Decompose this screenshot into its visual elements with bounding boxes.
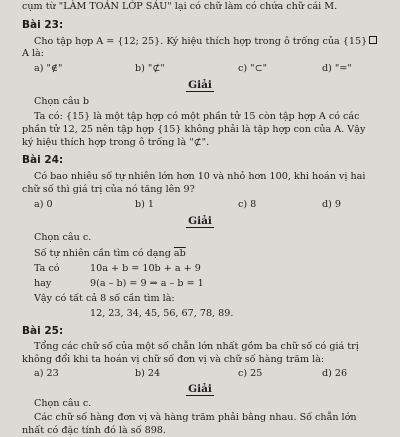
problem-25-solution-line-2: nhất có đặc tính đó là số 898. (22, 425, 166, 436)
problem-23-title: Bài 23: (22, 19, 64, 31)
problem-25-title: Bài 25: (22, 325, 64, 337)
problem-25-option-b: b) 24 (135, 368, 161, 379)
problem-24-question-line-2: chữ số thì giá trị của nó tăng lên 9? (22, 184, 195, 195)
problem-25-option-a: a) 23 (34, 368, 59, 379)
problem-24-option-c: c) 8 (238, 199, 257, 210)
problem-25-option-c: c) 25 (238, 368, 263, 379)
problem-25-answer: Chọn câu c. (34, 398, 92, 409)
problem-23-option-d: d) "=" (322, 63, 352, 74)
problem-23-option-a: a) "∉" (34, 63, 63, 74)
problem-23-solution-line-1: Ta có: {15} là một tập hợp có một phần tử 15 còn tập hợp A có các (34, 111, 360, 122)
problem-24-question-line-1: Có bao nhiêu số tự nhiên lớn hơn 10 và nhỏ hơn 100, khi hoán vị hai (34, 171, 366, 182)
problem-23-solution-line-3: ký hiệu thích hợp trong ô trống là "⊄". (22, 137, 210, 148)
problem-24-step-label-2: hay (34, 278, 52, 289)
problem-24-option-b: b) 1 (135, 199, 155, 210)
problem-25-option-d: d) 26 (322, 368, 348, 379)
problem-23-answer: Chọn câu b (34, 96, 89, 107)
problem-24-solution-list: 12, 23, 34, 45, 56, 67, 78, 89. (90, 308, 234, 319)
problem-24-solution-heading: Giải (188, 215, 212, 227)
problem-23-solution-line-2: phần tử 12, 25 nên tập hợp {15} không phải là tập hợp con của A. Vậy (22, 124, 366, 135)
intro-line: cụm từ "LÀM TOÁN LỚP SÁU" lại có chữ làm có chứa chữ cái M. (22, 1, 338, 12)
problem-24-solution-line-4: Vậy có tất cả 8 số cần tìm là: (34, 293, 175, 304)
problem-24-step-label-1: Ta có (34, 263, 60, 274)
problem-24-equation-1: 10a + b = 10b + a + 9 (90, 263, 201, 274)
overlined-number-ab: $\overline{ab}$ (173, 248, 186, 259)
problem-23-option-c: c) "⊂" (238, 63, 268, 74)
problem-25-solution-heading: Giải (188, 383, 212, 395)
problem-25-question-line-1: Tổng các chữ số của một số chẵn lớn nhất gồm ba chữ số có giá trị (34, 341, 359, 352)
problem-23-question-line-2: A là: (22, 48, 44, 59)
problem-25-solution-line-1: Các chữ số hàng đơn vị và hàng trăm phải bằng nhau. Số chẵn lớn (34, 412, 357, 423)
problem-24-option-a: a) 0 (34, 199, 53, 210)
problem-24-title: Bài 24: (22, 154, 64, 166)
problem-23-question-text: Cho tập hợp A = {12; 25}. Ký hiệu thích hợp trong ô trống của {15} (34, 36, 368, 47)
problem-24-option-d: d) 9 (322, 199, 342, 210)
problem-23-option-b: b) "⊄" (135, 63, 165, 74)
problem-24-answer: Chọn câu c. (34, 232, 92, 243)
blank-box-icon (369, 36, 377, 44)
problem-23-solution-heading: Giải (188, 79, 212, 91)
problem-24-solution-line-1: Số tự nhiên cần tìm có dạng $\overline{ab}$ (34, 248, 186, 259)
problem-24-equation-2: 9(a – b) = 9 ⇒ a – b = 1 (90, 278, 204, 289)
problem-25-question-line-2: không đổi khi ta hoán vị chữ số đơn vị và chữ số hàng trăm là: (22, 354, 325, 365)
problem-23-question-line-1 (34, 36, 377, 48)
